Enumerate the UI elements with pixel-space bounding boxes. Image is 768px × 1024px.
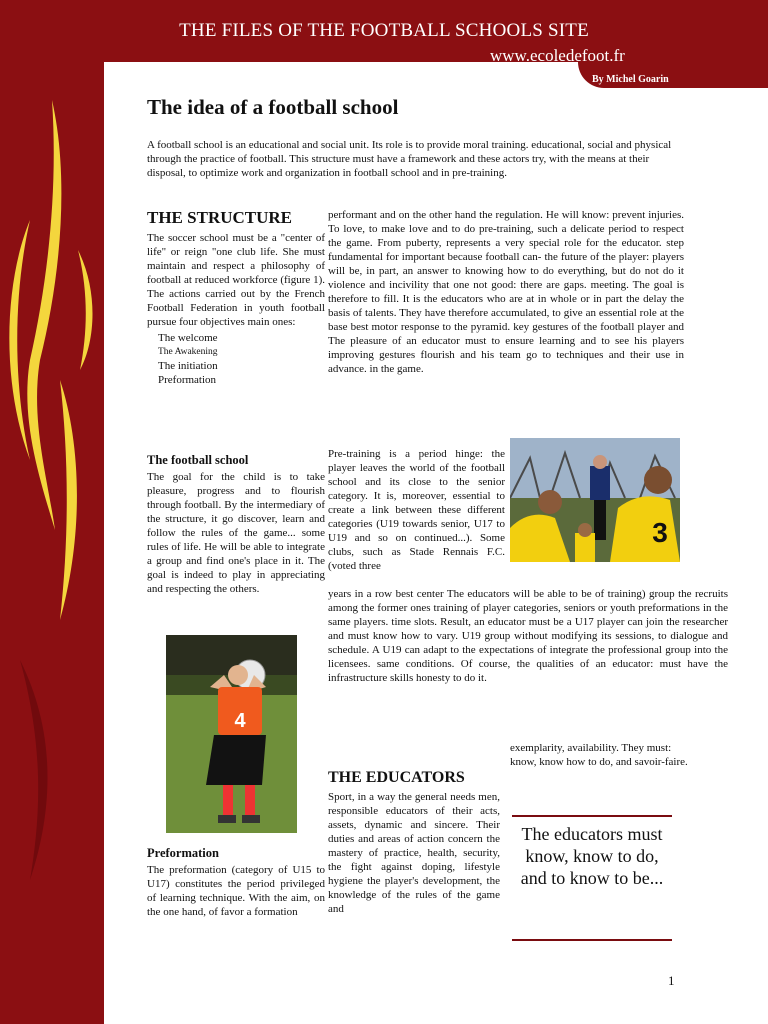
article-intro: A football school is an educational and social unit. Its role is to provide moral training. educational, social and physical through the practice of football. This structure must have a framework and these actors try, with the means at their disposal, to optimize work and organization in football school and in pre-training.: [147, 139, 672, 179]
article-title: The idea of a football school: [147, 95, 399, 119]
educators-section: [328, 769, 500, 916]
objective-item: The Awakening: [158, 347, 218, 357]
middle-text-wide: years in a row best center The educators will be able to be of training) group the recruits among the former ones training of player categories, seniors or youth preformations in the same players. time slots. Result, an educator must be a U17 player can join the researcher and must know how to vary. U19 group without modifying its sessions, to dialogue and schedule. A U19 can adapt to the expectations of integrate the professional group into the licensees. same conditions. Of course, the qualities of an educator: must have the infrastructure skills honesty to do it.: [328, 588, 728, 684]
child-player-photo: [166, 635, 297, 833]
pull-quote-text: The educators must know, know to do, and to know to be...: [520, 824, 664, 888]
svg-text:4: 4: [234, 710, 246, 732]
structure-heading: THE STRUCTURE: [147, 208, 293, 227]
byline: By Michel Goarin: [592, 74, 669, 85]
site-url[interactable]: www.ecoledefoot.fr: [490, 46, 625, 65]
preformation-text: The preformation (category of U15 to U17) constitutes the period privileged of learning technique. With the aim, on the one hand, of favor a formation: [147, 864, 325, 918]
page-number: 1: [668, 973, 675, 988]
pull-quote: [512, 815, 672, 941]
football-school-text: The goal for the child is to take pleasure, progress and to flourish through football. By the intermediary of the structure, it go discover, learn and follow the rules of the game... some rules of life. He will be able to integrate a group and find one's place in it. The goal is indeed to play in appreciating and respecting the others.: [147, 471, 325, 595]
educators-heading: THE EDUCATORS: [328, 769, 465, 786]
preformation-section: [147, 846, 325, 919]
objective-item: Preformation: [158, 374, 217, 386]
svg-text:3: 3: [652, 517, 668, 548]
educator-qualities-text: exemplarity, availability. They must: know, know how to do, and savoir-faire.: [510, 742, 688, 768]
middle-text-top: performant and on the other hand the regulation. He will know: prevent injuries. To love, to make love and to do pre-training, such a delicate period to respect the game. From puberty, represents a very special role for the educator. step fundamental for important because football can- the future of the player: players will be, in part, an answer to knowing how to do everything, but do not do it violence and incivility that one not good: there are gaps. meeting. The goal is therefore to fill. It is the educators who are at in whole or in part the delay the basis of talents. They have therefore accumulated, to give an essential role at the base best motor response to the pyramid. key gestures of the football player and The pleasure of an educator must to ensure learning and to see his players improving gestures flourish and his team go to techniques and their use in advance. in the game.: [328, 209, 684, 375]
preformation-heading: Preformation: [147, 846, 219, 860]
structure-text: The soccer school must be a "center of life" or reign "one club life. She must maintain and respect a philosophy of football at reduced workforce (figure 1). The actions carried out by the French Football Federation in youth football pursue four objectives main ones:: [147, 232, 325, 328]
team-photo: [510, 438, 680, 562]
sidebar-swirl-decoration: [0, 60, 104, 1024]
objectives-list: [158, 331, 325, 387]
educators-text: Sport, in a way the general needs men, responsible educators of their acts, assets, dynamic and sincere. Their duties and areas of action concern the mastery of practice, health, security, the fight against doping, lifestyle hygiene the player's development, the knowledge of the rules of the game and: [328, 791, 500, 915]
middle-text-narrow: Pre-training is a period hinge: the player leaves the world of the football school and its close to the senior category. It is, moreover, essential to create a link between these different categories (U19 towards senior, U17 to U19 and so on continued...). Some clubs, such as Stade Rennais F.C. (voted three: [328, 448, 505, 572]
objective-item: The initiation: [158, 360, 218, 372]
football-school-heading: The football school: [147, 453, 249, 467]
left-column: [147, 208, 325, 387]
site-title: THE FILES OF THE FOOTBALL SCHOOLS SITE: [179, 20, 589, 41]
football-school-section: [147, 453, 325, 596]
objective-item: The welcome: [158, 332, 218, 344]
